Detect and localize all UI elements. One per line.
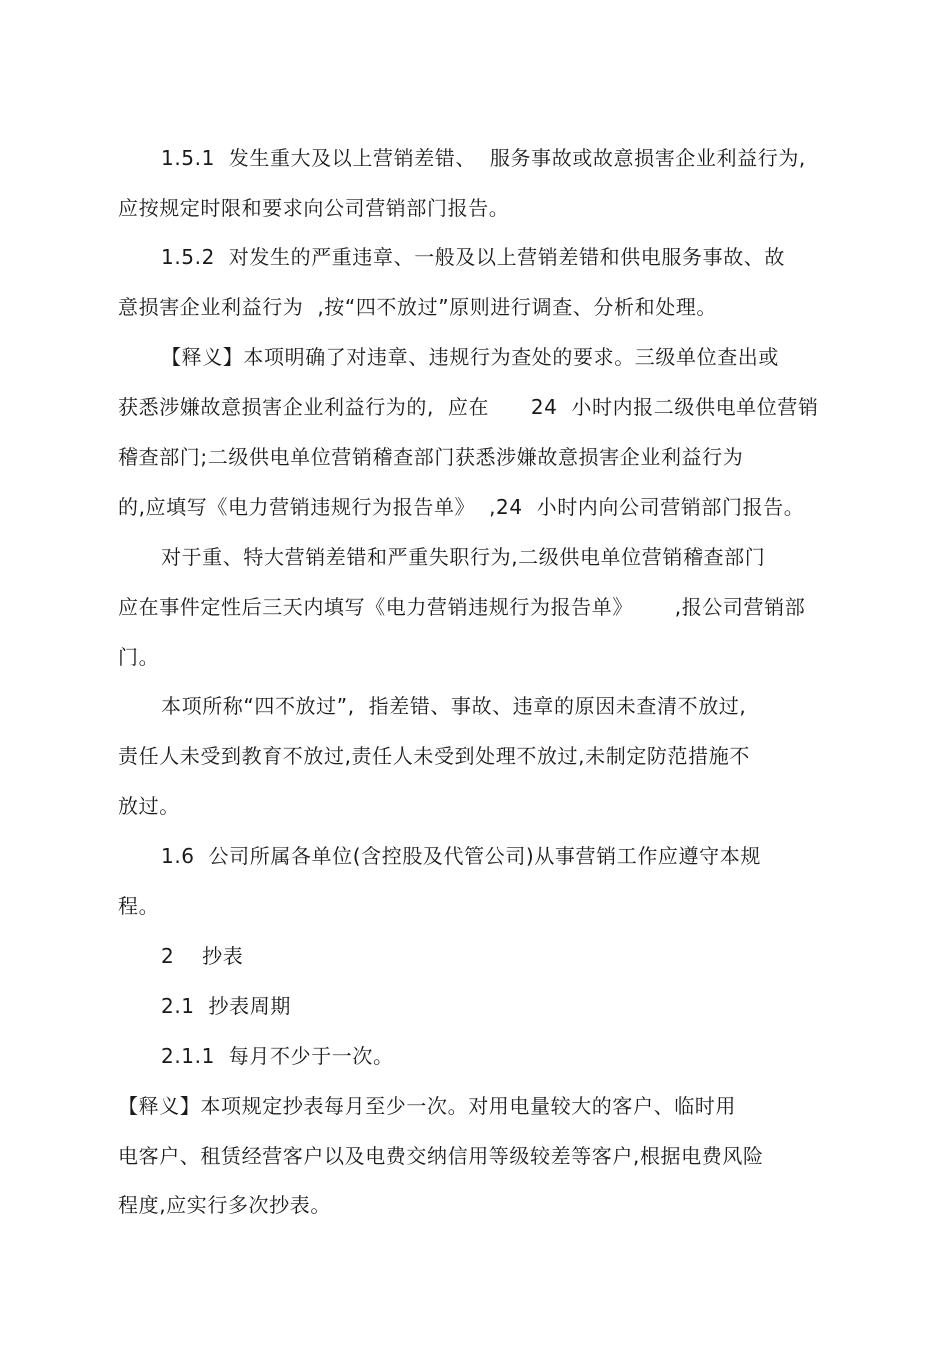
explanation-2-line-3: 程度,应实行多次抄表。 (118, 1193, 331, 1217)
paragraph-four-principles-line-3: 放过。 (118, 794, 180, 818)
clause-1-5-1-line-2: 应按规定时限和要求向公司营销部门报告。 (118, 196, 510, 220)
clause-1-6-line-1: 1.6 公司所属各单位(含控股及代管公司)从事营销工作应遵守本规 (161, 844, 761, 868)
explanation-1-line-3: 稽查部门;二级供电单位营销稽查部门获悉涉嫌故意损害企业利益行为 (118, 445, 744, 469)
paragraph-major-errors-line-1: 对于重、特大营销差错和严重失职行为,二级供电单位营销稽查部门 (161, 545, 766, 569)
explanation-1-line-1: 【释义】本项明确了对违章、违规行为查处的要求。三级单位查出或 (161, 345, 779, 369)
section-2-heading: 2 抄表 (161, 944, 244, 968)
explanation-1-line-2: 获悉涉嫌故意损害企业利益行为的, 应在 24 小时内报二级供电单位营销 (118, 395, 819, 419)
paragraph-major-errors-line-2: 应在事件定性后三天内填写《电力营销违规行为报告单》 ,报公司营销部 (118, 595, 806, 619)
paragraph-major-errors-line-3: 门。 (118, 645, 160, 669)
explanation-1-line-4: 的,应填写《电力营销违规行为报告单》 ,24 小时内向公司营销部门报告。 (118, 495, 805, 519)
clause-1-5-2-line-2: 意损害企业利益行为 ,按“四不放过”原则进行调查、分析和处理。 (118, 295, 717, 319)
clause-1-5-2-line-1: 1.5.2 对发生的严重违章、一般及以上营销差错和供电服务事故、故 (161, 245, 786, 269)
paragraph-four-principles-line-2: 责任人未受到教育不放过,责任人未受到处理不放过,未制定防范措施不 (118, 744, 750, 768)
explanation-2-line-1: 【释义】本项规定抄表每月至少一次。对用电量较大的客户、临时用 (118, 1094, 736, 1118)
paragraph-four-principles-line-1: 本项所称“四不放过”, 指差错、事故、违章的原因未查清不放过, (161, 694, 747, 718)
clause-1-5-1-line-1: 1.5.1 发生重大及以上营销差错、 服务事故或故意损害企业利益行为, (161, 146, 806, 170)
explanation-2-line-2: 电客户、租赁经营客户以及电费交纳信用等级较差等客户,根据电费风险 (118, 1144, 764, 1168)
clause-2-1-1: 2.1.1 每月不少于一次。 (161, 1044, 394, 1068)
section-2-1-heading: 2.1 抄表周期 (161, 994, 291, 1018)
clause-1-6-line-2: 程。 (118, 894, 160, 918)
